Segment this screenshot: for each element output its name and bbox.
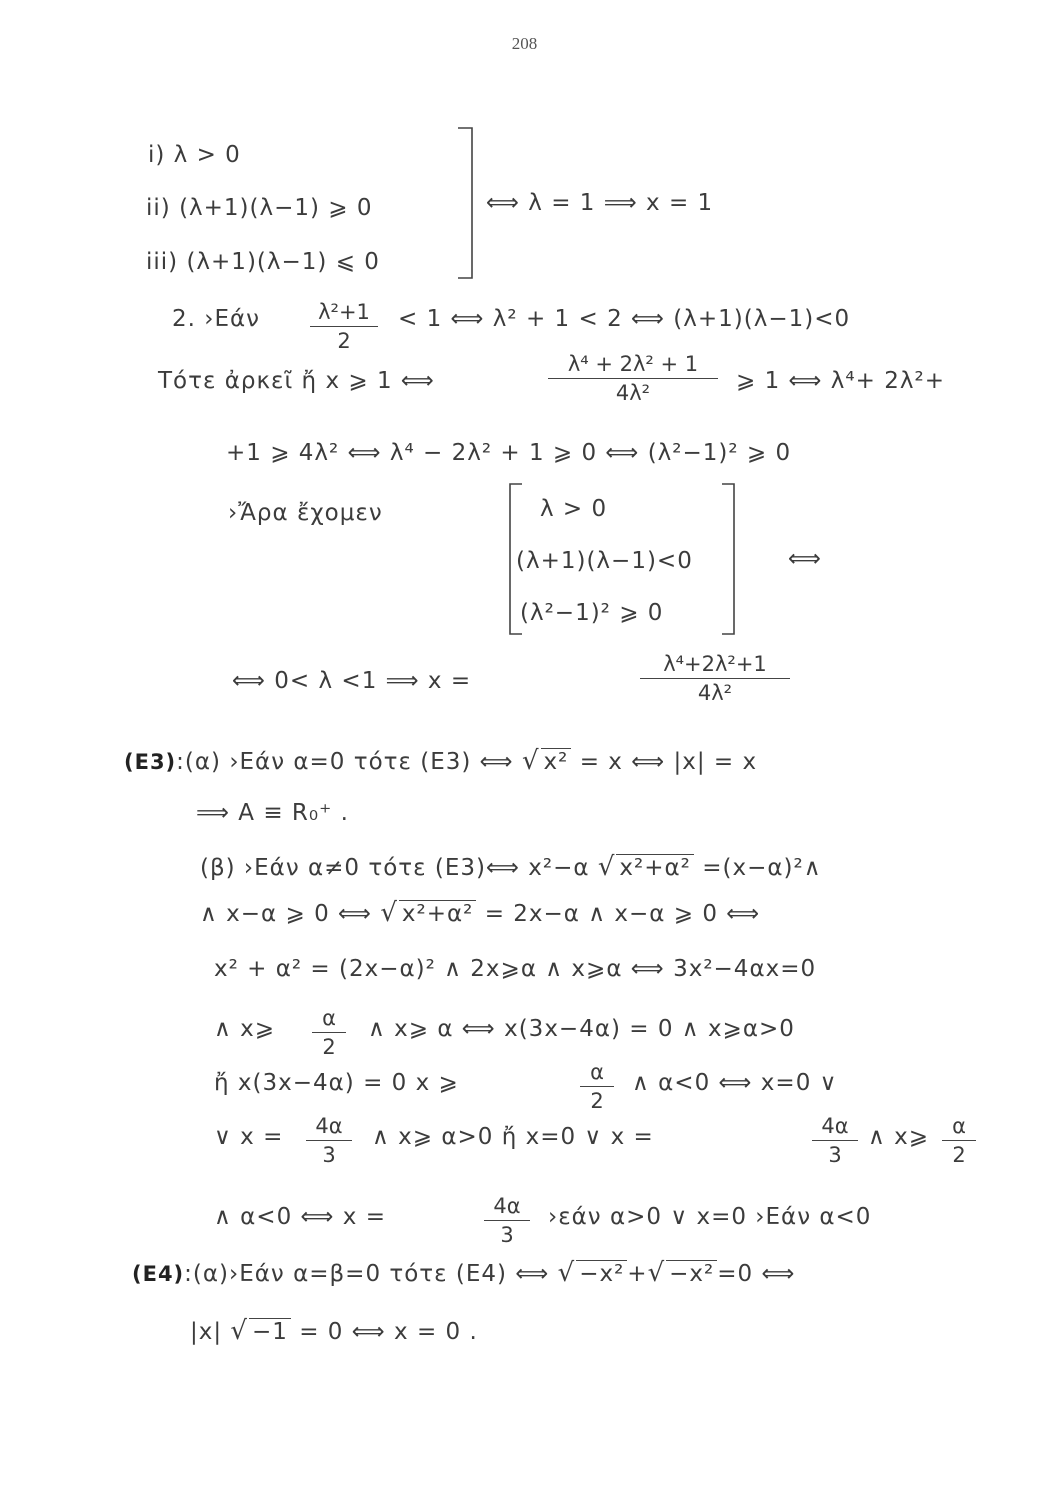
e3-b-line6b: ∧ x⩾ α>0 ἤ x=0 ∨ x = — [372, 1124, 654, 1150]
e3-a-sqrt: x² — [541, 748, 572, 775]
line5-frac-den: 4λ² — [697, 681, 733, 705]
e3-b-line6-frac1 — [306, 1114, 352, 1167]
e4-line2b: = 0 ⟺ x = 0 . — [299, 1319, 478, 1345]
e3-b-line6-den2: 3 — [828, 1143, 842, 1167]
e3-b-line7-num: 4α — [484, 1194, 530, 1221]
e4-line2a: |x| — [190, 1319, 223, 1345]
line5-frac-num: λ⁴+2λ²+1 — [640, 652, 790, 679]
e4-line1a: :(α)›Εάν α=β=0 τότε (E4) ⟺ — [184, 1261, 550, 1287]
e3-b-line6a: ∨ x = — [214, 1124, 284, 1150]
e4-line1-sqrt2: −x² — [666, 1260, 717, 1287]
e3-b-line7-den: 3 — [500, 1223, 514, 1247]
e3-b-line5b: ∧ α<0 ⟺ x=0 ∨ — [632, 1070, 838, 1096]
condition-iii: iii) (λ+1)(λ−1) ⩽ 0 — [146, 249, 380, 275]
e3-b-line4-den: 2 — [322, 1035, 336, 1059]
block2-right-bracket — [722, 484, 734, 634]
condition-i: i) λ > 0 — [148, 142, 241, 168]
line3-frac-den: 4λ² — [615, 381, 651, 405]
e3-b-line6-frac3 — [942, 1114, 976, 1167]
e3-a-rest: = x ⟺ |x| = x — [579, 749, 758, 775]
block2-cond3: (λ²−1)² ⩾ 0 — [520, 600, 664, 626]
e3-a-text: :(α) ›Εάν α=0 τότε (E3) ⟺ — [176, 749, 514, 775]
e3-b-line1-sqrt: x²+α² — [616, 854, 693, 881]
e3-b-line2: ∧ x−α ⩾ 0 ⟺ √ x²+α² = 2x−α ∧ x−α ⩾ 0 ⟺ — [200, 898, 761, 928]
block2-cond2: (λ+1)(λ−1)<0 — [516, 548, 693, 574]
e3-b-line6-den1: 3 — [322, 1143, 336, 1167]
e3-b-line6-frac2 — [812, 1114, 858, 1167]
block2-cond1: λ > 0 — [540, 496, 608, 522]
e3-b-line4b: ∧ x⩾ α ⟺ x(3x−4α) = 0 ∧ x⩾α>0 — [368, 1016, 795, 1042]
e3-b-line4-frac — [312, 1006, 346, 1059]
e3-b-line3: x² + α² = (2x−α)² ∧ 2x⩾α ∧ x⩾α ⟺ 3x²−4αx=0 — [214, 956, 817, 982]
line4: +1 ⩾ 4λ² ⟺ λ⁴ − 2λ² + 1 ⩾ 0 ⟺ (λ²−1)² ⩾ 0 — [226, 440, 792, 466]
e4-line1: (E4):(α)›Εάν α=β=0 τότε (E4) ⟺ √ −x² +√ −x² =0 ⟺ — [132, 1258, 796, 1288]
e3-b-line7b: ›εάν α>0 ∨ x=0 ›Εάν α<0 — [548, 1204, 872, 1230]
e3-b-line6c: ∧ x⩾ — [868, 1124, 930, 1150]
e3-a-line: (E3):(α) ›Εάν α=0 τότε (E3) ⟺ √ x² = x ⟺ |x| = x — [124, 746, 758, 776]
condition-ii: ii) (λ+1)(λ−1) ⩾ 0 — [146, 195, 373, 221]
e3-b-line4-num: α — [312, 1006, 346, 1033]
e3-b-line6-den3: 2 — [952, 1143, 966, 1167]
e3-b-line1a: (β) ›Εάν α≠0 τότε (E3)⟺ x²−α — [200, 855, 590, 881]
e3-b-line1b: =(x−α)²∧ — [702, 855, 822, 881]
block2-arrow: ⟺ — [788, 546, 822, 572]
page-number: 208 — [511, 34, 538, 53]
line5-fraction — [640, 652, 790, 705]
e4-line1-sqrt1: −x² — [576, 1260, 627, 1287]
e3-b-line6-num3: α — [942, 1114, 976, 1141]
line3-frac-num: λ⁴ + 2λ² + 1 — [548, 352, 718, 379]
e3-b-line7-frac — [484, 1194, 530, 1247]
line2-rest: < 1 ⟺ λ² + 1 < 2 ⟺ (λ+1)(λ−1)<0 — [398, 306, 851, 332]
e3-b-line7a: ∧ α<0 ⟺ x = — [214, 1204, 386, 1230]
e4-line1-plus: + — [627, 1261, 648, 1287]
block1-bracket — [458, 128, 472, 278]
e3-b-line5-den: 2 — [590, 1089, 604, 1113]
e3-b-line4a: ∧ x⩾ — [214, 1016, 276, 1042]
e3-label: (E3) — [124, 750, 177, 774]
e4-line2-sqrt: −1 — [249, 1318, 291, 1345]
e3-b-line1: (β) ›Εάν α≠0 τότε (E3)⟺ x²−α √ x²+α² =(x−α)²∧ — [200, 852, 822, 882]
e3-a-line2: ⟹ A ≡ R₀⁺ . — [196, 800, 349, 826]
block2-lead: ›Ἄρα ἔχομεν — [228, 500, 383, 526]
line2-lead: 2. ›Εάν — [172, 306, 260, 332]
line3-rest: ⩾ 1 ⟺ λ⁴+ 2λ²+ — [736, 368, 945, 394]
line2-fraction — [310, 300, 378, 353]
e4-line1b: =0 ⟺ — [717, 1261, 796, 1287]
line3-fraction — [548, 352, 718, 405]
e3-b-line5a: ἤ x(3x−4α) = 0 x ⩾ — [214, 1070, 459, 1096]
line2-frac-num: λ²+1 — [310, 300, 378, 327]
line3-lead: Τότε ἀρκεῖ ἤ x ⩾ 1 ⟺ — [158, 368, 435, 394]
e4-line2: |x| √ −1 = 0 ⟺ x = 0 . — [190, 1316, 478, 1346]
e4-label: (E4) — [132, 1262, 185, 1286]
line5-lead: ⟺ 0< λ <1 ⟹ x = — [232, 668, 472, 694]
line2-frac-den: 2 — [337, 329, 351, 353]
e3-b-line6-num2: 4α — [812, 1114, 858, 1141]
e3-b-line5-frac — [580, 1060, 614, 1113]
block1-result: ⟺ λ = 1 ⟹ x = 1 — [486, 190, 714, 216]
e3-b-line6-num1: 4α — [306, 1114, 352, 1141]
e3-b-line2b: = 2x−α ∧ x−α ⩾ 0 ⟺ — [484, 901, 761, 927]
e3-b-line2-sqrt: x²+α² — [399, 900, 476, 927]
e3-b-line5-num: α — [580, 1060, 614, 1087]
e3-b-line2a: ∧ x−α ⩾ 0 ⟺ — [200, 901, 372, 927]
